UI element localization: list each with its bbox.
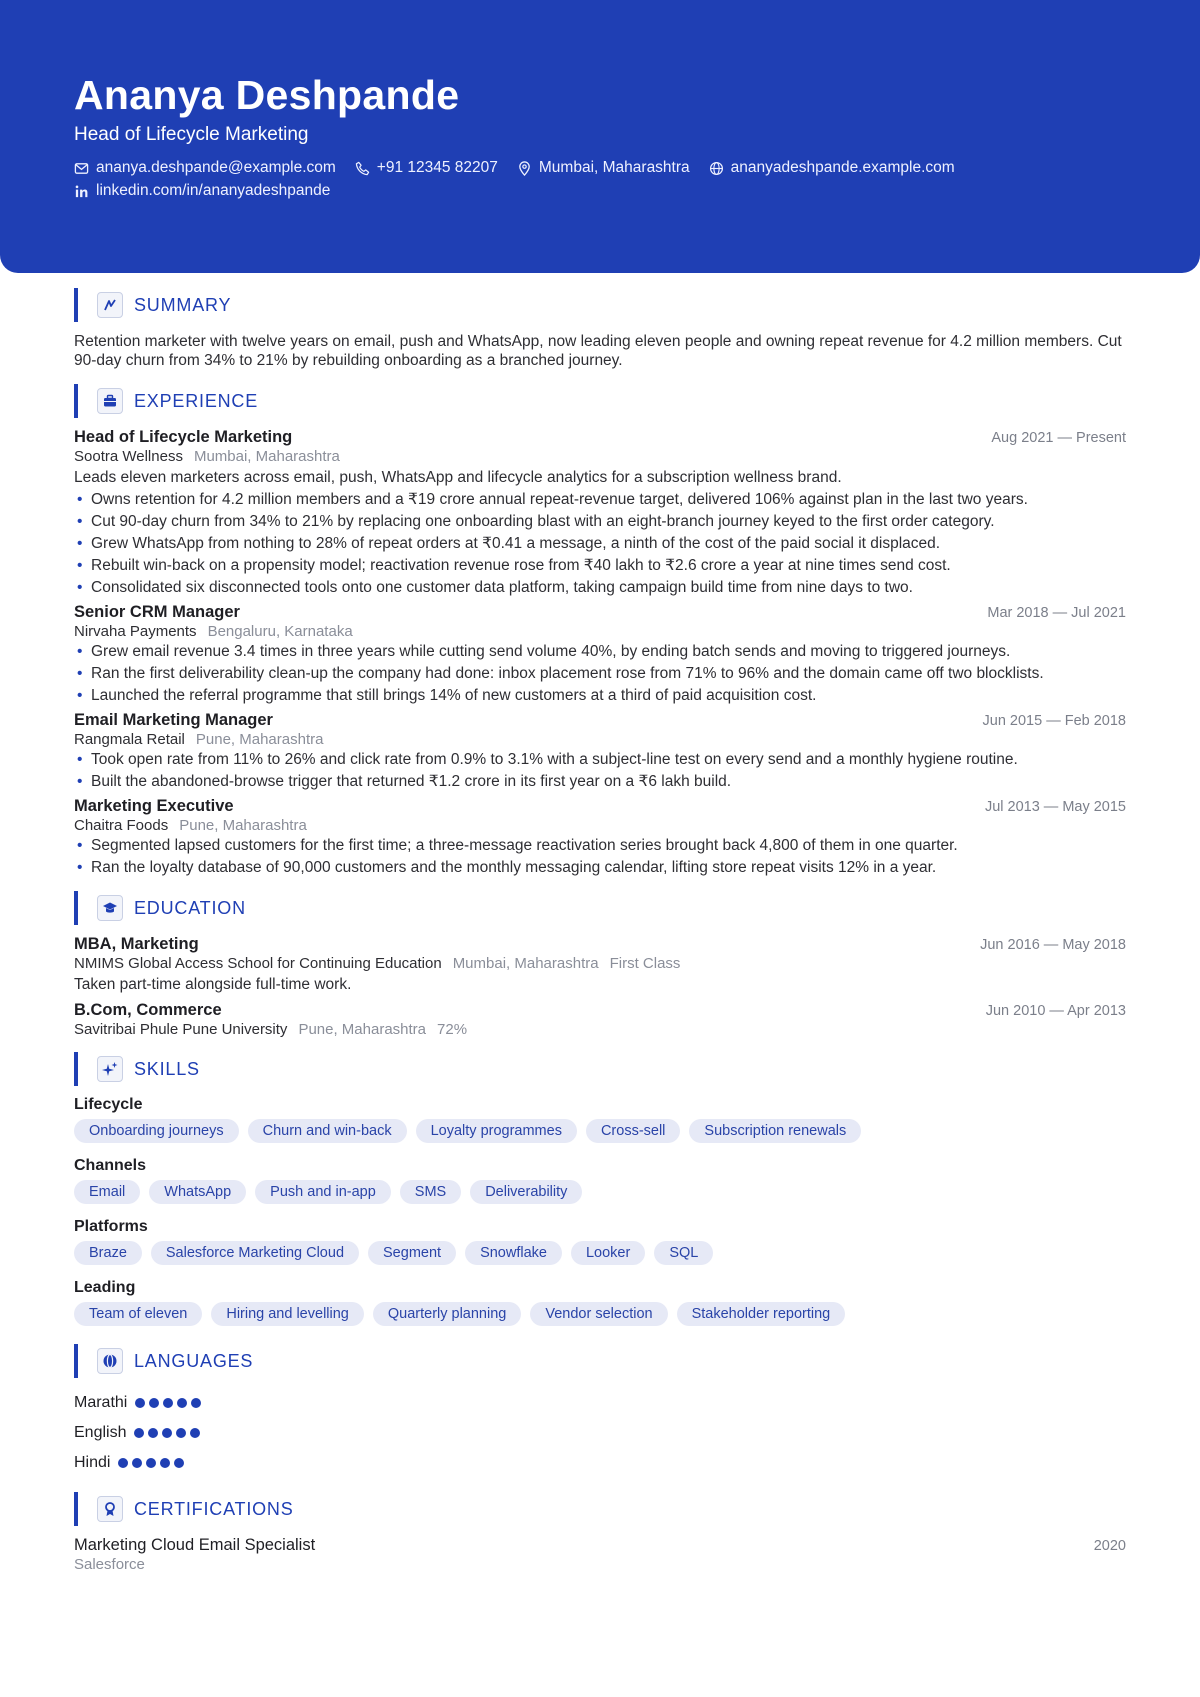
candidate-title: Head of Lifecycle Marketing <box>74 124 309 145</box>
language-item <box>74 1418 1126 1448</box>
experience-entry <box>74 711 1126 791</box>
job-location: Pune, Maharashtra <box>195 731 324 748</box>
language-item <box>74 1448 1126 1478</box>
briefcase-icon <box>97 388 123 414</box>
resume-body <box>74 288 1126 1587</box>
job-dates: Jul 2013 — May 2015 <box>984 799 1126 815</box>
mail-icon <box>74 161 89 176</box>
linkedin-icon <box>74 184 89 199</box>
degree-name: MBA, Marketing <box>74 935 199 953</box>
education-dates: Jun 2016 — May 2018 <box>980 937 1126 953</box>
job-title: Senior CRM Manager <box>74 603 240 621</box>
certifications-section <box>74 1492 1126 1573</box>
languages-heading <box>74 1344 1126 1378</box>
education-heading <box>74 891 1126 925</box>
proficiency-dot <box>191 1398 201 1408</box>
bullet-item: • Cut 90-day churn from 34% to 21% by replacing one onboarding blast with an eight-branch journey keyed to the first order category. <box>74 512 1126 531</box>
experience-heading <box>74 384 1126 418</box>
section-accent-bar <box>74 1344 78 1378</box>
bullet-item: • Ran the loyalty database of 90,000 customers and the monthly messaging calendar, lifting store repeat visits 12% in a year. <box>74 858 1126 877</box>
experience-entry <box>74 603 1126 705</box>
globe-icon <box>97 1348 123 1374</box>
job-bullets <box>74 836 1126 877</box>
proficiency-dot <box>177 1398 187 1408</box>
certification-issuer: Salesforce <box>74 1556 145 1573</box>
skill-group <box>74 1218 1126 1269</box>
skill-chip: Cross-sell <box>586 1119 680 1143</box>
proficiency-dot <box>190 1428 200 1438</box>
contact-phone[interactable]: +91 12345 82207 <box>355 159 498 177</box>
certification-item <box>74 1536 1126 1555</box>
skill-group <box>74 1279 1126 1330</box>
job-dates: Aug 2021 — Present <box>991 430 1126 446</box>
summary-section <box>74 288 1126 370</box>
skill-group-label: Lifecycle <box>74 1096 143 1113</box>
bullet-item: • Grew WhatsApp from nothing to 28% of repeat orders at ₹0.41 a message, a ninth of the cost of the paid social it displaced. <box>74 534 1126 553</box>
bullet-item: • Grew email revenue 3.4 times in three years while cutting send volume 40%, by ending batch sends and moving to triggered journeys. <box>74 642 1126 661</box>
school-location: Pune, Maharashtra <box>298 1021 427 1038</box>
bullet-item: • Consolidated six disconnected tools onto one customer data platform, taking campaign build time from nine days to two. <box>74 578 1126 597</box>
company-name: Nirvaha Payments <box>74 623 197 640</box>
skill-chip: Deliverability <box>470 1180 582 1204</box>
languages-section <box>74 1344 1126 1478</box>
skill-chip: SMS <box>400 1180 461 1204</box>
skill-chip: Loyalty programmes <box>416 1119 577 1143</box>
proficiency-dot <box>135 1398 145 1408</box>
section-title: EDUCATION <box>134 897 246 918</box>
contact-info <box>74 157 974 203</box>
skill-chip: Looker <box>571 1241 645 1265</box>
sparkle-icon <box>97 1056 123 1082</box>
proficiency-dot <box>148 1428 158 1438</box>
job-location: Bengaluru, Karnataka <box>207 623 353 640</box>
bullet-item: • Took open rate from 11% to 26% and click rate from 0.9% to 3.1% with a subject-line test on every send and a monthly hygiene routine. <box>74 750 1126 769</box>
experience-entry <box>74 428 1126 597</box>
experience-entry <box>74 797 1126 877</box>
language-name: Hindi <box>74 1454 111 1471</box>
section-accent-bar <box>74 1492 78 1526</box>
bullet-item: • Built the abandoned-browse trigger that returned ₹1.2 crore in its first year on a ₹6 lakh build. <box>74 772 1126 791</box>
skills-section <box>74 1052 1126 1330</box>
proficiency-dot <box>163 1398 173 1408</box>
school-location: Mumbai, Maharashtra <box>452 955 599 972</box>
section-title: EXPERIENCE <box>134 390 259 411</box>
section-title: SKILLS <box>134 1058 200 1079</box>
section-accent-bar <box>74 288 78 322</box>
certification-year: 2020 <box>1093 1538 1126 1554</box>
graduation-cap-icon <box>97 895 123 921</box>
job-bullets <box>74 490 1126 597</box>
section-accent-bar <box>74 384 78 418</box>
section-title: CERTIFICATIONS <box>134 1498 294 1519</box>
education-entry <box>74 935 1126 995</box>
proficiency-dot <box>134 1428 144 1438</box>
location-pin-icon <box>517 161 532 176</box>
skills-heading <box>74 1052 1126 1086</box>
bullet-item: • Segmented lapsed customers for the first time; a three-message reactivation series brought back 4,800 of them in one quarter. <box>74 836 1126 855</box>
proficiency-dot <box>176 1428 186 1438</box>
job-bullets <box>74 642 1126 705</box>
language-name: Marathi <box>74 1394 128 1411</box>
job-dates: Jun 2015 — Feb 2018 <box>982 713 1126 729</box>
certification-name: Marketing Cloud Email Specialist <box>74 1536 316 1554</box>
skill-group <box>74 1157 1126 1208</box>
proficiency-dot <box>146 1458 156 1468</box>
bullet-item: • Ran the first deliverability clean-up the company had done: inbox placement rose from 71% to 96% and the domain came off two blocklists. <box>74 664 1126 683</box>
skill-chip: Push and in-app <box>255 1180 391 1204</box>
skill-chip: Onboarding journeys <box>74 1119 239 1143</box>
skill-chip: Subscription renewals <box>689 1119 861 1143</box>
contact-website[interactable]: ananyadeshpande.example.com <box>709 159 955 177</box>
proficiency-dots <box>134 1428 204 1438</box>
bullet-item: • Launched the referral programme that still brings 14% of new customers at a third of paid acquisition cost. <box>74 686 1126 705</box>
education-note: Taken part-time alongside full-time work. <box>74 976 352 993</box>
language-item <box>74 1388 1126 1418</box>
skill-group-label: Platforms <box>74 1218 148 1235</box>
section-title: LANGUAGES <box>134 1350 254 1371</box>
skill-chip: Segment <box>368 1241 456 1265</box>
proficiency-dot <box>174 1458 184 1468</box>
summary-icon <box>97 292 123 318</box>
contact-linkedin[interactable]: linkedin.com/in/ananyadeshpande <box>74 182 330 200</box>
job-title: Email Marketing Manager <box>74 711 273 729</box>
skill-chip: Team of eleven <box>74 1302 202 1326</box>
education-grade: 72% <box>437 1021 468 1038</box>
contact-email[interactable]: ananya.deshpande@example.com <box>74 159 336 177</box>
phone-icon <box>355 161 370 176</box>
bullet-item: • Owns retention for 4.2 million members and a ₹19 crore annual repeat-revenue target, delivered 106% against plan in the last two years. <box>74 490 1126 509</box>
education-entry <box>74 1001 1126 1038</box>
globe-icon <box>709 161 724 176</box>
education-dates: Jun 2010 — Apr 2013 <box>985 1003 1126 1019</box>
school-name: NMIMS Global Access School for Continuing Education <box>74 955 442 972</box>
job-location: Mumbai, Maharashtra <box>193 448 340 465</box>
proficiency-dot <box>162 1428 172 1438</box>
contact-location: Mumbai, Maharashtra <box>517 159 690 177</box>
company-name: Rangmala Retail <box>74 731 185 748</box>
proficiency-dots <box>135 1398 205 1408</box>
skill-chip: Hiring and levelling <box>211 1302 364 1326</box>
skill-chip: Email <box>74 1180 140 1204</box>
candidate-name: Ananya Deshpande <box>74 72 460 118</box>
skill-chip: Stakeholder reporting <box>677 1302 846 1326</box>
job-title: Head of Lifecycle Marketing <box>74 428 293 446</box>
skill-chip: Salesforce Marketing Cloud <box>151 1241 359 1265</box>
section-title: SUMMARY <box>134 294 232 315</box>
skill-chip: Snowflake <box>465 1241 562 1265</box>
skill-chip: Quarterly planning <box>373 1302 522 1326</box>
resume-header <box>0 0 1200 273</box>
proficiency-dot <box>160 1458 170 1468</box>
school-name: Savitribai Phule Pune University <box>74 1021 288 1038</box>
experience-section <box>74 384 1126 877</box>
proficiency-dots <box>118 1458 188 1468</box>
section-accent-bar <box>74 891 78 925</box>
certificate-icon <box>97 1496 123 1522</box>
summary-heading <box>74 288 1126 322</box>
skill-chip: Churn and win-back <box>248 1119 407 1143</box>
job-location: Pune, Maharashtra <box>179 817 307 834</box>
bullet-item: • Rebuilt win-back on a propensity model; reactivation revenue rose from ₹40 lakh to ₹2.6 crore a year at nine times send cost. <box>74 556 1126 575</box>
language-name: English <box>74 1424 127 1441</box>
skill-chip: WhatsApp <box>149 1180 246 1204</box>
certifications-heading <box>74 1492 1126 1526</box>
job-title: Marketing Executive <box>74 797 234 815</box>
education-grade: First Class <box>609 955 681 972</box>
summary-text: Retention marketer with twelve years on email, push and WhatsApp, now leading eleven people and owning repeat revenue for 4.2 million members. Cut 90-day churn from 34% to 21% by rebuilding onboarding as a branched journey. <box>74 333 1122 369</box>
skill-group <box>74 1096 1126 1147</box>
skill-chip: SQL <box>654 1241 713 1265</box>
skill-group-label: Channels <box>74 1157 147 1174</box>
skill-chip: Vendor selection <box>530 1302 667 1326</box>
skill-group-label: Leading <box>74 1279 136 1296</box>
company-name: Chaitra Foods <box>74 817 169 834</box>
job-description: Leads eleven marketers across email, push, WhatsApp and lifecycle analytics for a subscription wellness brand. <box>74 469 842 486</box>
degree-name: B.Com, Commerce <box>74 1001 222 1019</box>
section-accent-bar <box>74 1052 78 1086</box>
job-bullets <box>74 750 1126 791</box>
proficiency-dot <box>132 1458 142 1468</box>
company-name: Sootra Wellness <box>74 448 183 465</box>
skill-chip: Braze <box>74 1241 142 1265</box>
education-section <box>74 891 1126 1038</box>
job-dates: Mar 2018 — Jul 2021 <box>987 605 1126 621</box>
proficiency-dot <box>149 1398 159 1408</box>
proficiency-dot <box>118 1458 128 1468</box>
